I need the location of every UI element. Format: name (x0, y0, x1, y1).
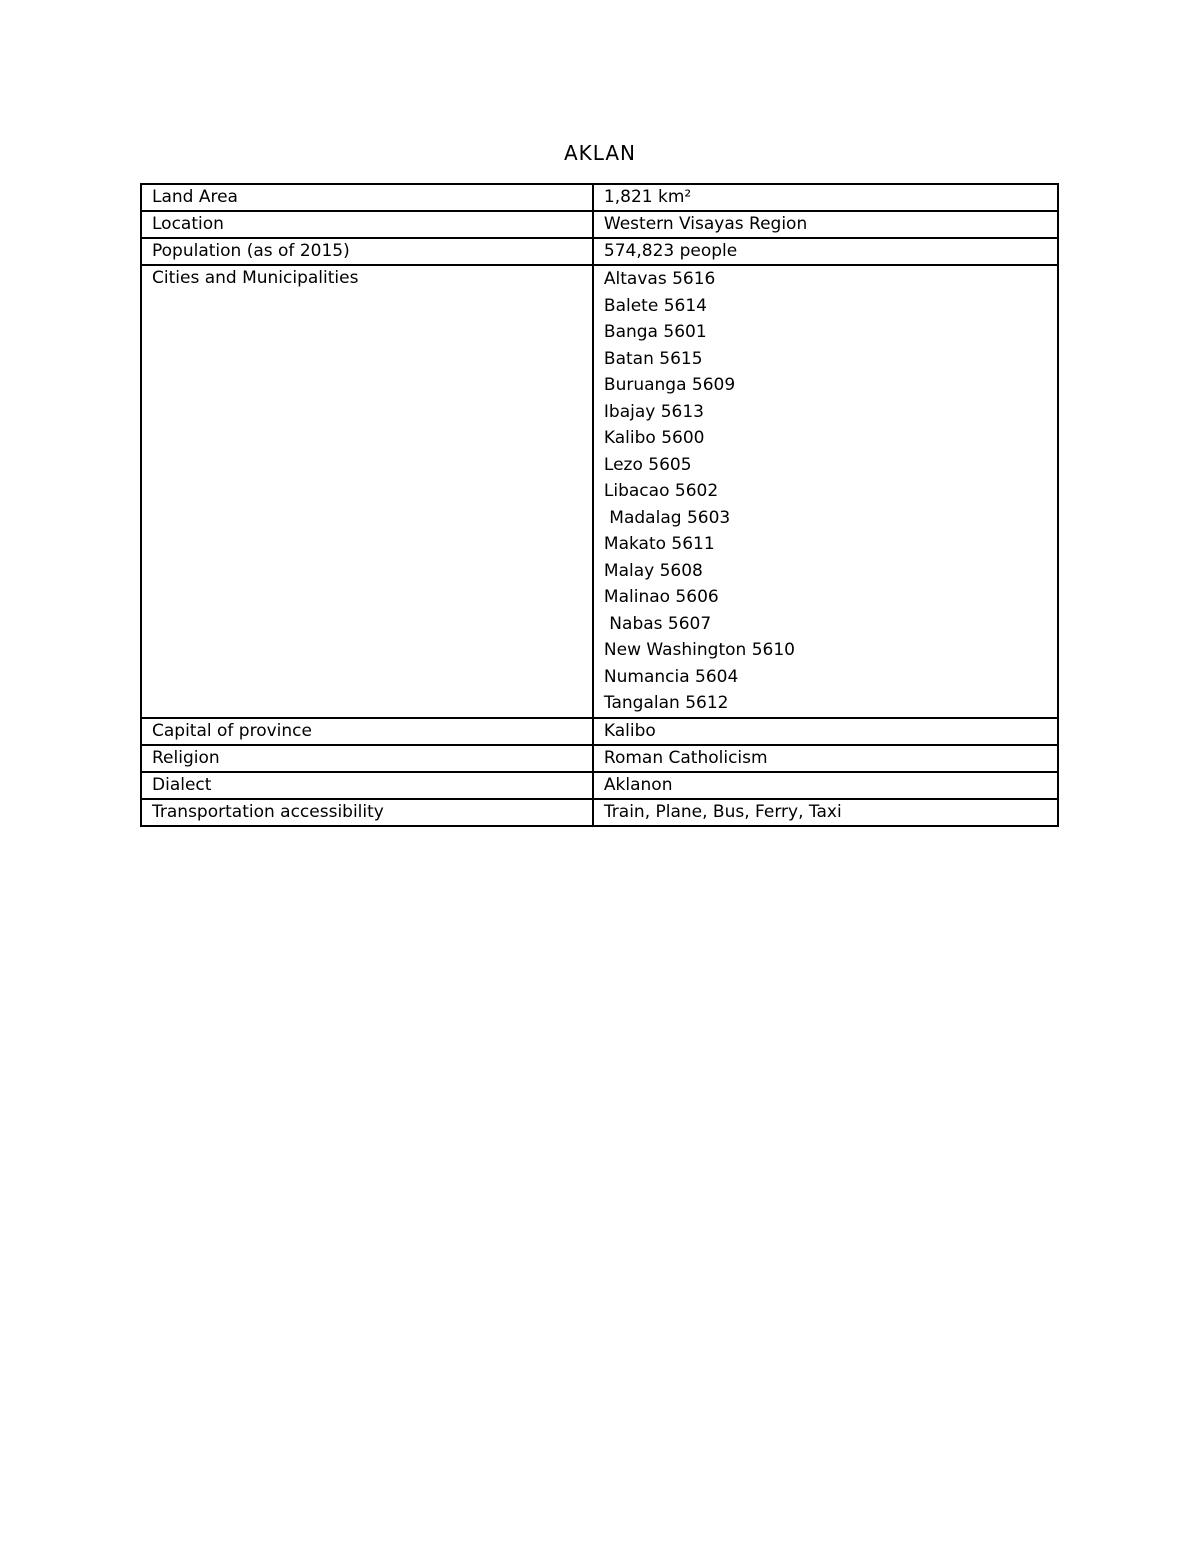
list-item: Lezo 5605 (603, 454, 692, 475)
list-item: Madalag 5603 (603, 507, 731, 528)
location-value: Western Visayas Region (593, 211, 1058, 238)
transportation-label: Transportation accessibility (141, 799, 593, 826)
municipalities-value (593, 265, 1058, 718)
location-label: Location (141, 211, 593, 238)
list-item: Banga 5601 (603, 322, 707, 342)
list-item: Malinao 5606 (603, 587, 719, 607)
list-item: Nabas 5607 (603, 613, 712, 634)
list-item: Batan 5615 (603, 348, 703, 369)
list-item: Numancia 5604 (603, 666, 739, 687)
table-row-capital (141, 718, 1058, 745)
population-value: 574,823 people (593, 238, 1058, 265)
list-item: Altavas 5616 (603, 269, 716, 289)
list-item: Malay 5608 (603, 560, 703, 581)
table-row-municipalities (141, 265, 1058, 718)
list-item: Kalibo 5600 (603, 428, 705, 448)
capital-value: Kalibo (593, 718, 1058, 745)
table-row-location (141, 211, 1058, 238)
land-area-value: 1,821 km² (593, 184, 1058, 211)
population-label: Population (as of 2015) (141, 238, 593, 265)
list-item: Ibajay 5613 (603, 401, 704, 422)
dialect-value: Aklanon (593, 772, 1058, 799)
capital-label: Capital of province (141, 718, 593, 745)
list-item: Balete 5614 (603, 295, 707, 316)
land-area-label: Land Area (141, 184, 593, 211)
list-item: Makato 5611 (603, 534, 715, 554)
list-item: Tangalan 5612 (603, 693, 729, 713)
table-row-dialect (141, 772, 1058, 799)
religion-value: Roman Catholicism (593, 745, 1058, 772)
table-row-land-area (141, 184, 1058, 211)
table-row-transportation (141, 799, 1058, 826)
transportation-value: Train, Plane, Bus, Ferry, Taxi (593, 799, 1058, 826)
list-item: New Washington 5610 (603, 640, 795, 660)
table-row-religion (141, 745, 1058, 772)
religion-label: Religion (141, 745, 593, 772)
list-item: Libacao 5602 (603, 481, 719, 501)
municipalities-label: Cities and Municipalities (141, 265, 593, 718)
province-info-table (140, 183, 1059, 827)
municipality-list (604, 266, 1057, 717)
page-title: AKLAN (563, 141, 637, 165)
table-row-population (141, 238, 1058, 265)
dialect-label: Dialect (141, 772, 593, 799)
list-item: Buruanga 5609 (603, 375, 736, 395)
